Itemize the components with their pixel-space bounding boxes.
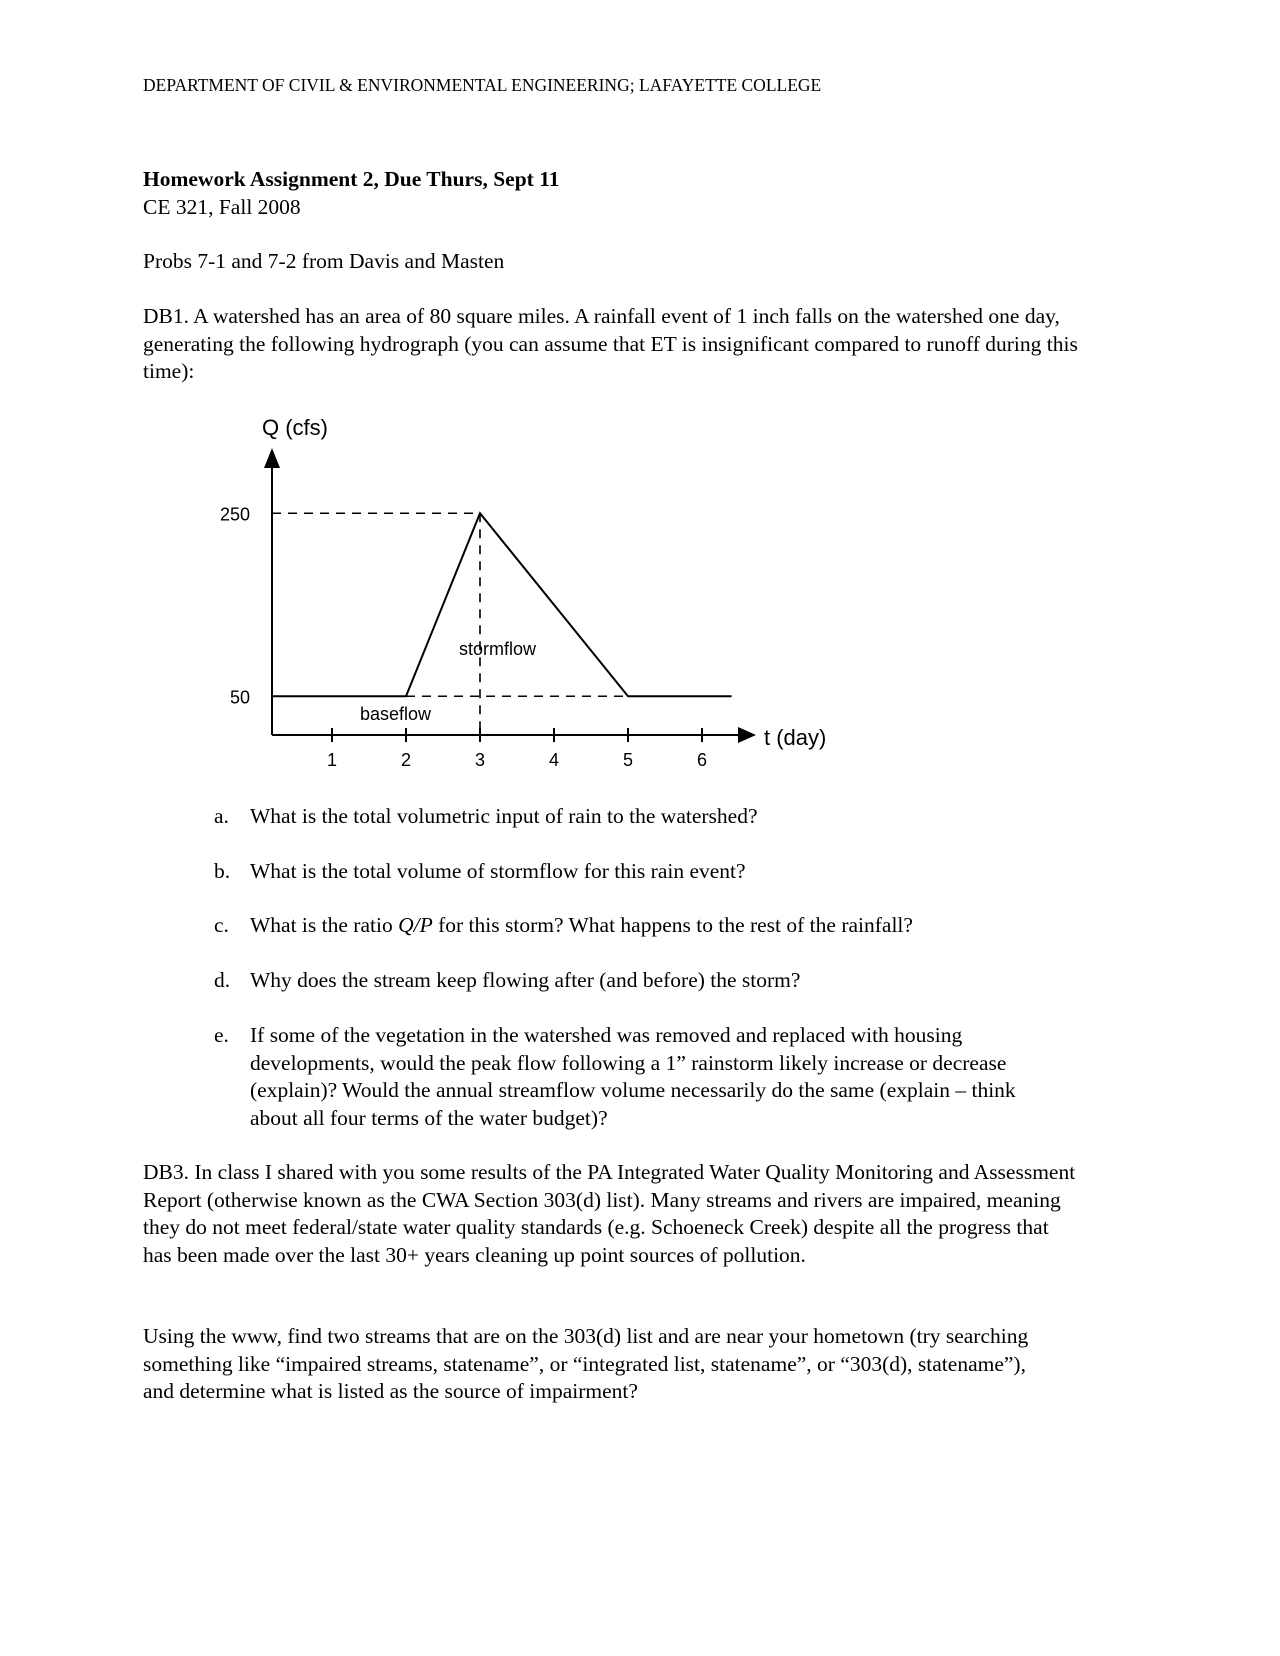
question-label: b. [214,859,231,883]
y-axis-arrow [264,448,280,468]
y-axis-label: Q (cfs) [262,415,328,440]
question-d [214,967,1074,995]
stormflow-label: stormflow [459,639,537,659]
db1-text: DB1. A watershed has an area of 80 square miles. A rainfall event of 1 inch falls on the watershed one day, generating the following hydrograph (you can assume that ET is insignificant compared to runoff during this time): [143,304,1078,383]
course-label: CE 321, Fall 2008 [143,195,301,219]
x-tick-label: 1 [326,750,338,770]
x-tick-label: 3 [474,750,486,770]
question-text: What is the total volume of stormflow for this rain event? [250,859,746,883]
x-axis-arrow [738,727,756,743]
x-tick-label: 2 [400,750,412,770]
question-label: c. [214,913,229,937]
page-header: DEPARTMENT OF CIVIL & ENVIRONMENTAL ENGINEERING; LAFAYETTE COLLEGE [143,75,822,95]
baseflow-label: baseflow [360,704,432,724]
question-text: What is the total volumetric input of rain to the watershed? [250,804,758,828]
question-label: a. [214,804,229,828]
question-text: If some of the vegetation in the watershed was removed and replaced with housing developments, would the peak flow following a 1” rainstorm likely increase or decrease (explain)? Would the annual streamflow volume necessarily do the same (explain – think about all four terms of the water budget)? [250,1023,1016,1130]
question-label: d. [214,968,231,992]
qp-ratio: Q/P [398,913,433,937]
assignment-title [143,166,1083,194]
probs-text: Probs 7-1 and 7-2 from Davis and Masten [143,249,505,273]
title-text: Homework Assignment 2, Due Thurs, Sept 11 [143,167,560,191]
x-tick-label: 4 [548,750,560,770]
x-tick-label: 6 [696,750,708,770]
db3-text: DB3. In class I shared with you some results of the PA Integrated Water Quality Monitoring and Assessment Report (otherwise known as the CWA Section 303(d) list). Many streams and rivers are impaired, meaning they do not meet federal/state water quality standards (e.g. Schoeneck Creek) despite all the progress that has been made over the last 30+ years cleaning up point sources of pollution. [143,1160,1076,1267]
question-text: What is the ratio [250,913,399,937]
question-text: for this storm? What happens to the rest of the rainfall? [432,913,913,937]
question-c [214,912,1074,940]
question-text: Why does the stream keep flowing after (and before) the storm? [250,968,801,992]
hydrograph-chart [0,400,1280,790]
www-text: Using the www, find two streams that are on the 303(d) list and are near your hometown (try searching something like “impaired streams, statename”, or “integrated list, statename”, or “303(d), statename”), and determine what is listed as the source of impairment? [143,1324,1029,1403]
question-e [214,1022,1044,1132]
x-tick-label: 5 [622,750,634,770]
hydrograph-line [272,513,732,696]
question-label: e. [214,1023,229,1047]
y-tick-label: 250 [219,504,250,525]
y-tick-label: 50 [229,687,250,708]
question-a [214,803,1074,831]
x-axis-label: t (day) [764,725,827,750]
question-b [214,858,1074,886]
